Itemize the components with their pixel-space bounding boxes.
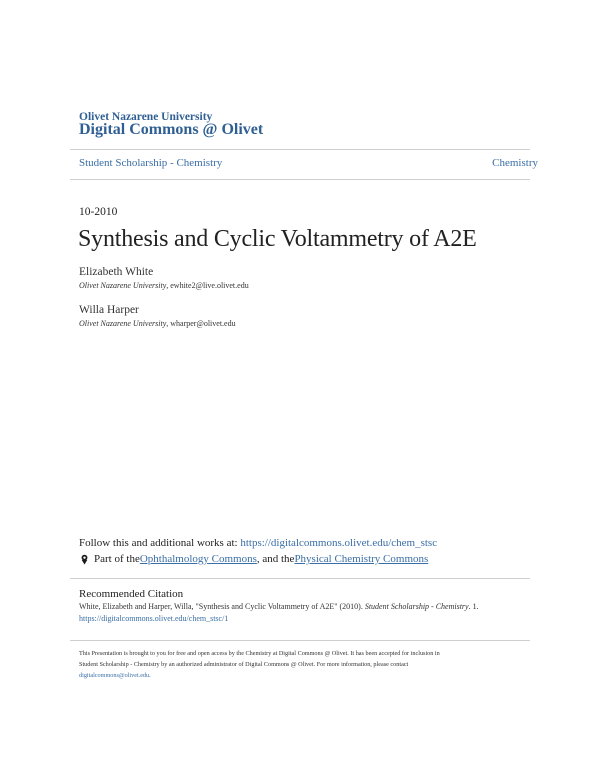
follow-prefix: Follow this and additional works at: (79, 537, 241, 549)
citation-divider (70, 578, 530, 579)
collection-url-link[interactable]: https://digitalcommons.olivet.edu/chem_stsc (240, 537, 438, 549)
affiliation-university: Olivet Nazarene University (79, 281, 167, 290)
partof-mid: , and the (256, 553, 295, 565)
citation-end: . 1. (468, 602, 479, 611)
author-email: , ewhite2@live.olivet.edu (166, 281, 249, 290)
publication-date: 10-2010 (79, 206, 118, 218)
nav-student-scholarship-link[interactable]: Student Scholarship - Chemistry (79, 157, 223, 169)
access-notice-line1: This Presentation is brought to you for free and open access by the Chemistry at Digital Commons @ Olivet. It has been accepted for inclusion in (79, 650, 440, 657)
affiliation-university: Olivet Nazarene University (79, 319, 167, 328)
follow-line (79, 537, 437, 549)
author-name: Willa Harper (79, 304, 139, 316)
notice-divider (70, 640, 530, 641)
citation-series: Student Scholarship - Chemistry (364, 602, 469, 611)
contact-email-link[interactable]: digitalcommons@olivet.edu (79, 672, 150, 679)
recommended-citation-heading: Recommended Citation (79, 588, 184, 600)
author-name: Elizabeth White (79, 266, 154, 278)
access-notice-line2: Student Scholarship - Chemistry by an authorized administrator of Digital Commons @ Olivet. For more information, please contact (79, 661, 409, 668)
physical-chemistry-commons-link[interactable]: Physical Chemistry Commons (294, 553, 429, 565)
header-divider-bottom (70, 179, 530, 180)
citation-url-link[interactable]: https://digitalcommons.olivet.edu/chem_stsc/1 (79, 614, 229, 623)
header-divider-top (70, 149, 530, 150)
ophthalmology-commons-link[interactable]: Ophthalmology Commons (139, 553, 257, 565)
citation-text (79, 602, 479, 611)
institution-name[interactable]: Olivet Nazarene University (79, 111, 213, 123)
paper-title: Synthesis and Cyclic Voltammetry of A2E (78, 226, 477, 252)
author-email: , wharper@olivet.edu (166, 319, 236, 328)
author-affiliation (79, 281, 249, 290)
partof-prefix: Part of the (94, 553, 140, 565)
access-notice-line3 (79, 672, 151, 679)
nav-chemistry-link[interactable]: Chemistry (492, 157, 538, 169)
author-affiliation (79, 319, 236, 328)
repository-name[interactable]: Digital Commons @ Olivet (79, 121, 264, 138)
citation-plain: White, Elizabeth and Harper, Willa, "Synthesis and Cyclic Voltammetry of A2E" (2010). (79, 602, 365, 611)
part-of-line (79, 553, 428, 565)
notice-end: . (149, 672, 151, 679)
commons-network-icon (79, 554, 90, 565)
